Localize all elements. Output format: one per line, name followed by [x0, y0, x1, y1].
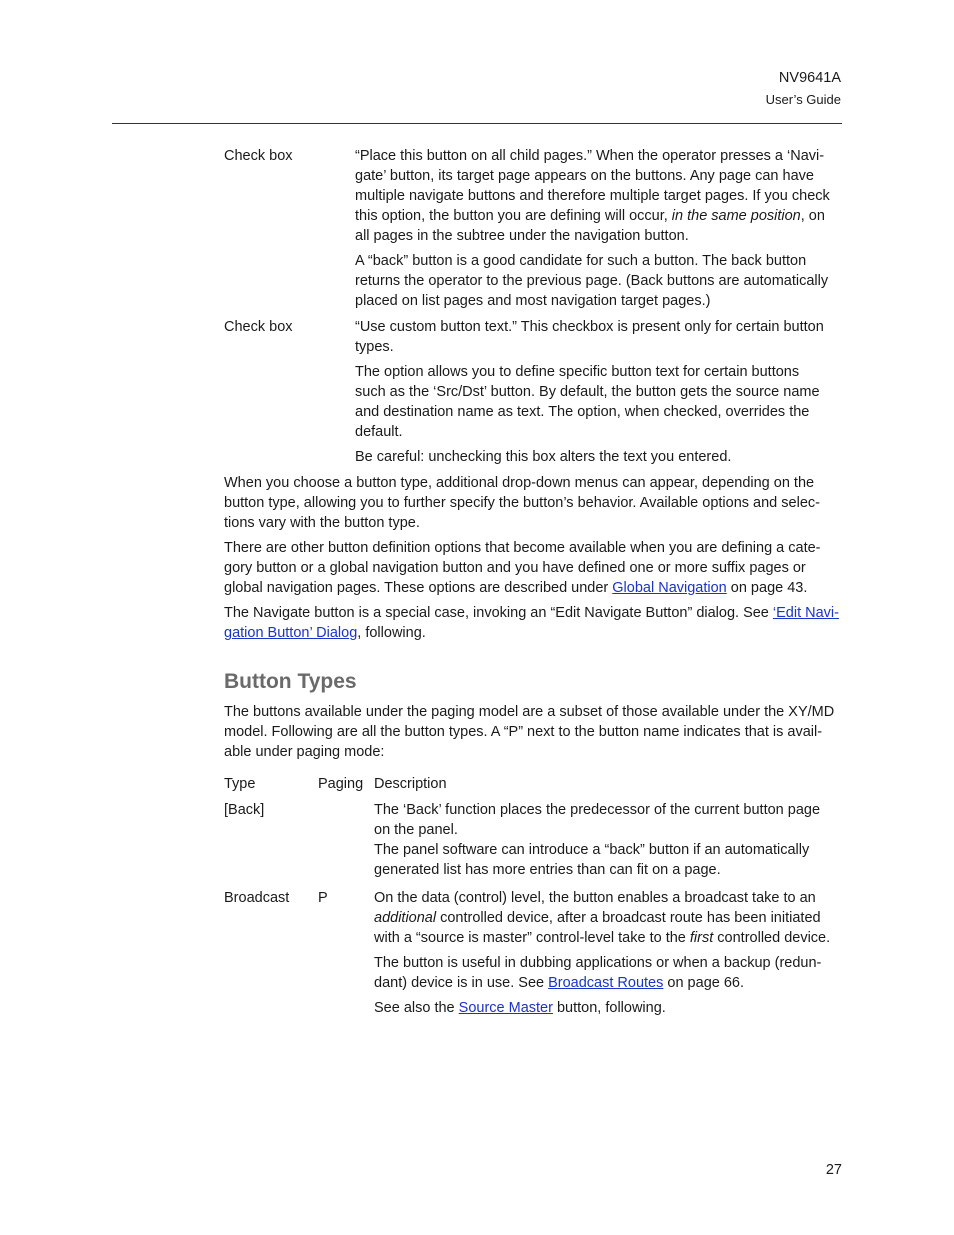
text-line — [374, 840, 809, 860]
text-run: all pages in the subtree under the navigation button. — [355, 228, 689, 244]
cross-reference-link[interactable]: ‘Edit Navi- — [772, 605, 839, 621]
text-line — [374, 888, 816, 908]
table-header-description: Description — [374, 776, 447, 792]
text-line — [374, 908, 821, 928]
table-cell-type: Broadcast — [224, 890, 290, 906]
text-run: controlled device. — [713, 930, 831, 946]
text-run: with a “source is master” control-level take to the — [374, 930, 690, 946]
text-run: See also the — [374, 1000, 459, 1016]
text-run: model. Following are all the button types. A “P” next to the button name indicates that is avail- — [224, 724, 823, 740]
text-line — [374, 953, 821, 973]
text-line — [224, 742, 384, 762]
emphasis-text: first — [689, 930, 714, 946]
text-line — [374, 860, 721, 880]
text-line — [355, 337, 394, 357]
text-line — [355, 226, 689, 246]
text-line — [224, 623, 426, 643]
header-rule — [112, 123, 842, 124]
text-run: placed on list pages and most navigation target pages.) — [355, 293, 711, 309]
page-number: 27 — [825, 1162, 842, 1178]
cross-reference-link[interactable]: gation Button’ Dialog — [224, 625, 358, 641]
text-run: The panel software can introduce a “back” button if an automatically — [374, 842, 810, 858]
text-line — [224, 513, 420, 533]
text-run: The buttons available under the paging model are a subset of those available under the XY/MD — [224, 704, 835, 720]
emphasis-text: in the same position — [671, 208, 801, 224]
text-line — [355, 382, 820, 402]
text-run: on the panel. — [374, 822, 458, 838]
text-line — [355, 206, 825, 226]
section-heading: Button Types — [224, 670, 357, 693]
text-line — [224, 538, 821, 558]
text-run: multiple navigate buttons and therefore multiple target pages. If you check — [355, 188, 830, 204]
text-run: tions vary with the button type. — [224, 515, 420, 531]
text-line — [355, 271, 828, 291]
text-line — [224, 603, 839, 623]
text-line — [374, 998, 666, 1018]
text-run: There are other button definition options that become available when you are defining a cate- — [224, 540, 821, 556]
header-doc-title: User’s Guide — [765, 92, 841, 107]
text-line — [224, 558, 806, 578]
text-run: button, following. — [552, 1000, 666, 1016]
text-run: Be careful: unchecking this box alters the text you entered. — [355, 449, 732, 465]
text-run: “Use custom button text.” This checkbox is present only for certain button — [355, 319, 824, 335]
text-line — [224, 578, 807, 598]
text-run: gory button or a global navigation button and you have defined one or more suffix pages or — [224, 560, 806, 576]
emphasis-text: additional — [374, 910, 437, 926]
text-run: returns the operator to the previous page. (Back buttons are automatically — [355, 273, 829, 289]
text-run: such as the ‘Src/Dst’ button. By default, the button gets the source name — [355, 384, 820, 400]
text-run: global navigation pages. These options are described under — [224, 580, 613, 596]
text-line — [224, 702, 834, 722]
text-run: controlled device, after a broadcast route has been initiated — [436, 910, 821, 926]
text-run: When you choose a button type, additional drop-down menus can appear, depending on the — [224, 475, 815, 491]
text-run: and destination name as text. The option, when checked, overrides the — [355, 404, 810, 420]
text-run: “Place this button on all child pages.” When the operator presses a ‘Navi- — [355, 148, 825, 164]
text-run: The Navigate button is a special case, invoking an “Edit Navigate Button” dialog. See — [224, 605, 773, 621]
text-line — [355, 317, 824, 337]
text-run: on page 66. — [663, 975, 745, 991]
text-run: A “back” button is a good candidate for such a button. The back button — [355, 253, 807, 269]
text-run: The option allows you to define specific button text for certain buttons — [355, 364, 800, 380]
text-line — [224, 722, 822, 742]
text-run: button type, allowing you to further specify the button’s behavior. Available options and selec- — [224, 495, 820, 511]
text-run: , on — [800, 208, 825, 224]
text-run: dant) device is in use. See — [374, 975, 549, 991]
cross-reference-link[interactable]: Global Navigation — [612, 580, 727, 596]
text-run: types. — [355, 339, 394, 355]
text-line — [355, 166, 814, 186]
text-run: on page 43. — [726, 580, 808, 596]
text-line — [355, 402, 809, 422]
definition-label: Check box — [224, 148, 293, 164]
cross-reference-link[interactable]: Source Master — [458, 1000, 553, 1016]
text-line — [355, 146, 824, 166]
text-line — [355, 362, 799, 382]
text-line — [374, 820, 458, 840]
text-line — [355, 186, 830, 206]
text-line — [355, 422, 403, 442]
text-run: this option, the button you are defining will occur, — [355, 208, 672, 224]
text-line — [355, 291, 710, 311]
text-run: default. — [355, 424, 403, 440]
text-line — [374, 928, 830, 948]
text-line — [224, 473, 814, 493]
text-run: able under paging mode: — [224, 744, 385, 760]
table-cell-type: [Back] — [224, 802, 265, 818]
text-run: On the data (control) level, the button enables a broadcast take to an — [374, 890, 816, 906]
text-line — [355, 251, 806, 271]
text-run: generated list has more entries than can fit on a page. — [374, 862, 721, 878]
table-header-paging: Paging — [318, 776, 364, 792]
text-line — [374, 800, 820, 820]
definition-label: Check box — [224, 319, 293, 335]
text-line — [224, 493, 820, 513]
text-run: The button is useful in dubbing applications or when a backup (redun- — [374, 955, 822, 971]
text-run: The ‘Back’ function places the predecessor of the current button page — [374, 802, 821, 818]
text-line — [374, 973, 744, 993]
table-header-type: Type — [224, 776, 256, 792]
cross-reference-link[interactable]: Broadcast Routes — [548, 975, 664, 991]
text-line — [355, 447, 731, 467]
table-cell-paging: P — [318, 890, 328, 906]
text-run: , following. — [357, 625, 426, 641]
text-run: gate’ button, its target page appears on the buttons. Any page can have — [355, 168, 814, 184]
header-product: NV9641A — [778, 70, 841, 86]
